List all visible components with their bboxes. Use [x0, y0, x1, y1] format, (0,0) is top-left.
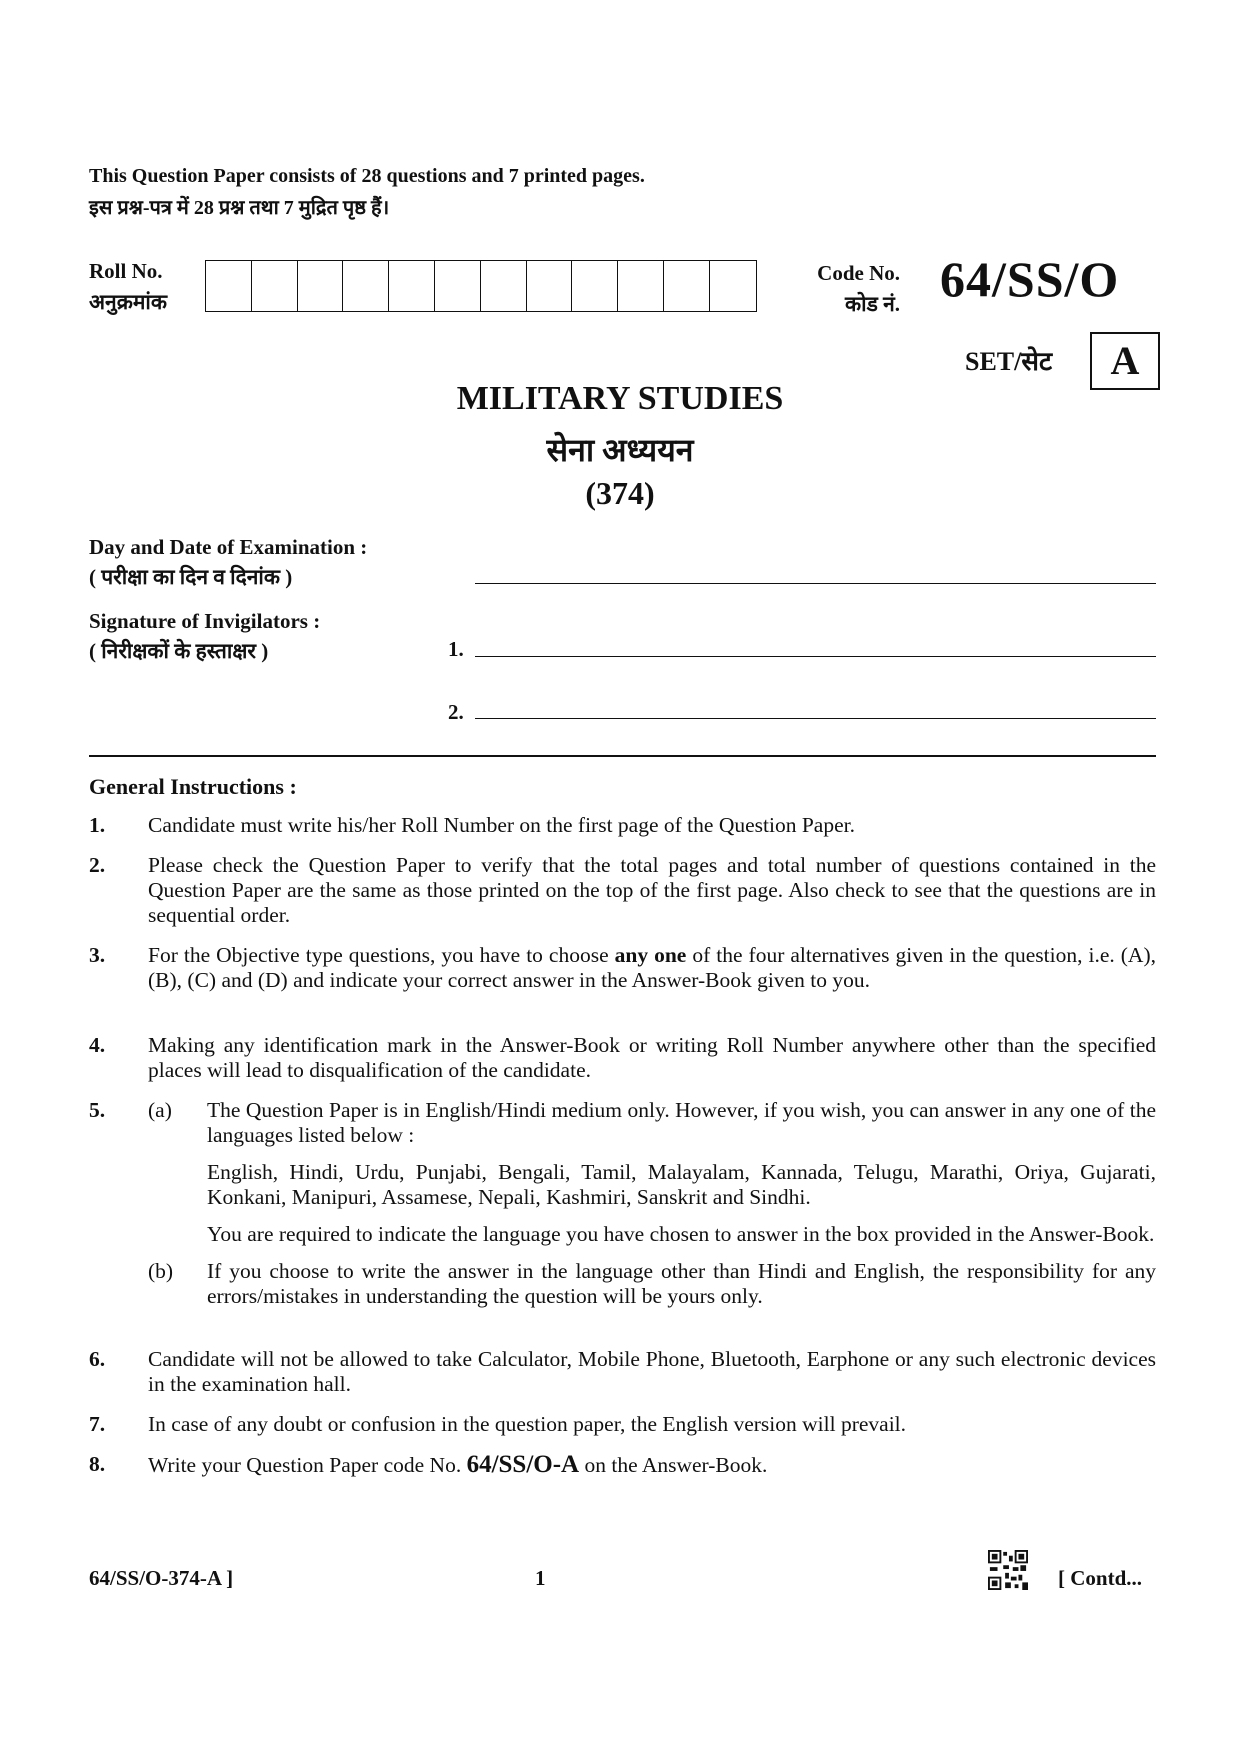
invigilator-signature-label-en: Signature of Invigilators : — [89, 609, 321, 633]
signature-2-number: 2. — [448, 700, 464, 724]
footer-paper-code: 64/SS/O-374-A ] — [89, 1566, 234, 1590]
instruction-text-part: on the Answer-Book. — [579, 1453, 768, 1477]
instruction-text: In case of any doubt or confusion in the question paper, the English version will prevail. — [148, 1412, 907, 1436]
roll-label — [89, 256, 167, 318]
code-label-hi: कोड नं. — [845, 292, 900, 316]
instruction-item — [89, 853, 1156, 928]
roll-cell[interactable] — [527, 261, 573, 311]
instruction-emphasis: any one — [614, 943, 687, 967]
invigilator-signature-label — [89, 606, 320, 666]
section-divider — [89, 755, 1156, 757]
sub-instruction-label: (b) — [148, 1259, 174, 1283]
signature-2-field[interactable] — [475, 718, 1156, 719]
subject-title-en: MILITARY STUDIES — [456, 380, 784, 417]
set-value-box: A — [1090, 332, 1160, 390]
exam-date-field[interactable] — [475, 583, 1156, 584]
instruction-text: Candidate must write his/her Roll Number on the first page of the Question Paper. — [148, 813, 855, 837]
instruction-text: Candidate will not be allowed to take Calculator, Mobile Phone, Bluetooth, Earphone or any such electronic devices in the examination hall. — [148, 1347, 1156, 1396]
instruction-number: 4. — [89, 1033, 106, 1057]
roll-cell[interactable] — [710, 261, 756, 311]
instruction-item — [89, 1452, 1156, 1478]
roll-cell[interactable] — [206, 261, 252, 311]
instruction-text — [148, 1452, 1156, 1478]
roll-cell[interactable] — [343, 261, 389, 311]
roll-cell[interactable] — [435, 261, 481, 311]
exam-date-label-en: Day and Date of Examination : — [89, 535, 368, 559]
instruction-text-part: For the Objective type questions, you have to choose — [148, 943, 615, 967]
language-indicate-note: You are required to indicate the language you have chosen to answer in the box provided in the Answer-Book. — [207, 1222, 1155, 1246]
instruction-text — [148, 943, 1156, 993]
roll-cell[interactable] — [298, 261, 344, 311]
signature-1-field[interactable] — [475, 656, 1156, 657]
page-number: 1 — [535, 1566, 546, 1590]
sub-instruction-text: The Question Paper is in English/Hindi medium only. However, if you wish, you can answer in any one of the languages listed below : — [207, 1098, 1156, 1147]
signature-1-number: 1. — [448, 637, 464, 661]
qr-code-icon — [988, 1550, 1028, 1590]
set-label: SET/सेट — [965, 347, 1053, 376]
roll-label-hi: अनुक्रमांक — [89, 290, 167, 314]
instruction-number: 5. — [89, 1098, 106, 1122]
instruction-number: 7. — [89, 1412, 106, 1436]
instruction-text: Please check the Question Paper to verify that the total pages and total number of questions contained in the Question Paper are the same as those printed on the top of the first page. Also check to see that the questions are in sequential order. — [148, 853, 1156, 927]
roll-cell[interactable] — [572, 261, 618, 311]
continued-note: [ Contd... — [1058, 1566, 1143, 1590]
code-label-en: Code No. — [817, 261, 900, 285]
instruction-number: 8. — [89, 1452, 106, 1476]
instruction-item — [89, 943, 1156, 993]
page-count-info-en: This Question Paper consists of 28 questions and 7 printed pages. — [89, 165, 645, 187]
subject-title-hi: सेना अध्ययन — [546, 432, 694, 468]
sub-instruction-b — [89, 1259, 1156, 1309]
instruction-item — [89, 1098, 1156, 1309]
code-number: 64/SS/O — [940, 251, 1120, 307]
instruction-number: 3. — [89, 943, 106, 967]
instruction-number: 2. — [89, 853, 106, 877]
instruction-text-part: Write your Question Paper code No. — [148, 1453, 467, 1477]
invigilator-signature-label-hi: ( निरीक्षकों के हस्ताक्षर ) — [89, 639, 269, 663]
instruction-number: 6. — [89, 1347, 106, 1371]
roll-cell[interactable] — [389, 261, 435, 311]
page-count-info-hi: इस प्रश्न-पत्र में 28 प्रश्न तथा 7 मुद्रित पृष्ठ हैं। — [89, 197, 390, 219]
subject-code: (374) — [585, 475, 655, 511]
instruction-emphasis: 64/SS/O-A — [466, 1451, 580, 1478]
instruction-item — [89, 1412, 1156, 1437]
exam-date-label-hi: ( परीक्षा का दिन व दिनांक ) — [89, 565, 293, 589]
instruction-item — [89, 1347, 1156, 1397]
language-list: English, Hindi, Urdu, Punjabi, Bengali, Tamil, Malayalam, Kannada, Telugu, Marathi, Oriya, Gujarati, Konkani, Manipuri, Assamese, Nepali, Kashmiri, Sanskrit and Sindhi. — [207, 1160, 1156, 1209]
roll-cell[interactable] — [664, 261, 710, 311]
instruction-item — [89, 1033, 1156, 1083]
sub-instruction-label: (a) — [148, 1098, 172, 1122]
code-label — [795, 258, 900, 320]
sub-instruction-text: If you choose to write the answer in the language other than Hindi and English, the responsibility for any errors/mistakes in understanding the question will be yours only. — [207, 1259, 1156, 1308]
instruction-number: 1. — [89, 813, 106, 837]
roll-cell[interactable] — [618, 261, 664, 311]
roll-cell[interactable] — [252, 261, 298, 311]
instruction-item — [89, 813, 1156, 838]
instructions-heading: General Instructions : — [89, 774, 297, 799]
roll-cell[interactable] — [481, 261, 527, 311]
roll-label-en: Roll No. — [89, 259, 163, 283]
instruction-text: Making any identification mark in the Answer-Book or writing Roll Number anywhere other than the specified places will lead to disqualification of the candidate. — [148, 1033, 1156, 1082]
roll-number-boxes[interactable] — [205, 260, 757, 312]
instruction-text-part: of the four alternatives given in the question, i.e. (A), (B), (C) and (D) and indicate your correct answer in the Answer-Book given to you. — [148, 943, 1156, 992]
exam-date-label — [89, 532, 367, 592]
